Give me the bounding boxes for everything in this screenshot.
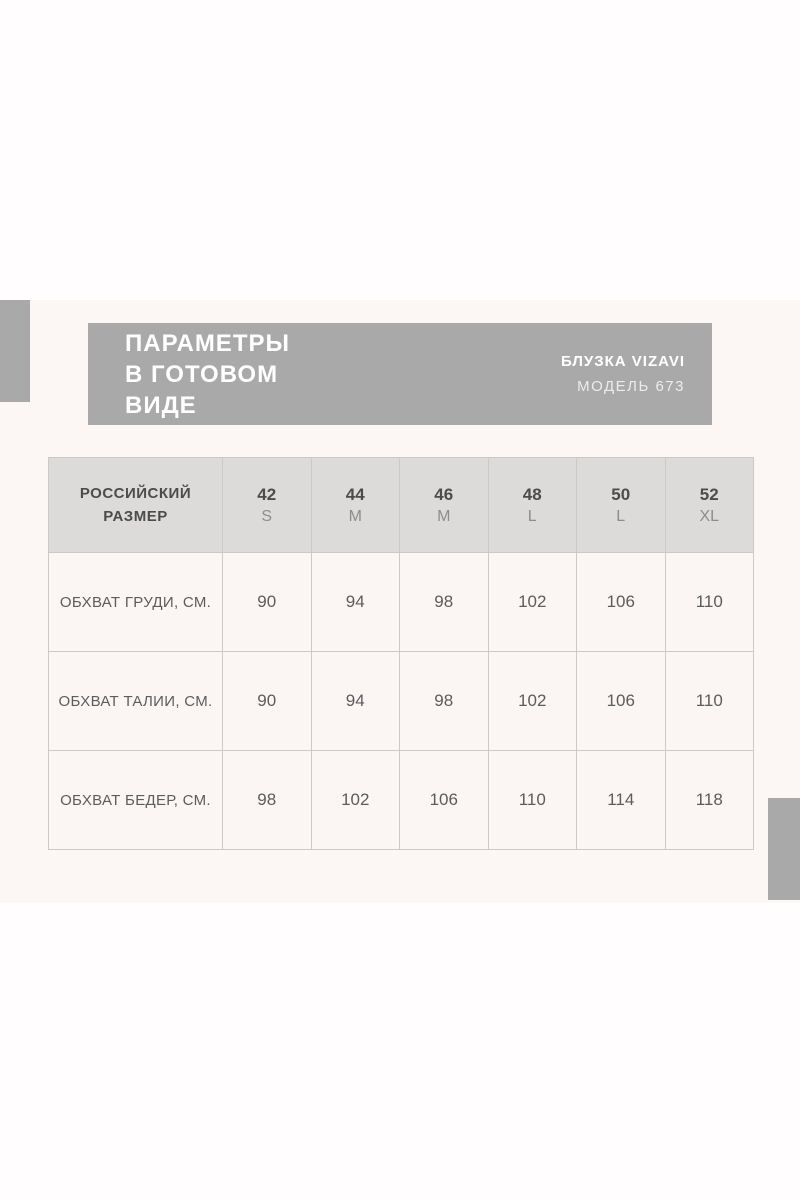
table-row-chest xyxy=(49,553,754,652)
waist-value-46: 98 xyxy=(400,652,489,751)
row-label-waist: ОБХВАТ ТАЛИИ, СМ. xyxy=(49,652,223,751)
chest-value-50: 106 xyxy=(577,553,666,652)
waist-value-48: 102 xyxy=(488,652,577,751)
size-table-header-row xyxy=(49,458,754,553)
header-cell-size-52 xyxy=(665,458,754,553)
size-intl-xl: XL xyxy=(699,508,720,525)
size-intl-l1: L xyxy=(527,508,537,525)
size-ru-46: 46 xyxy=(434,485,454,504)
size-intl-m2: M xyxy=(437,508,451,525)
russian-size-label-line-2: РАЗМЕР xyxy=(103,508,168,525)
header-cell-russian-size xyxy=(49,458,223,553)
right-accent-block xyxy=(768,798,800,900)
row-label-chest: ОБХВАТ ГРУДИ, СМ. xyxy=(49,553,223,652)
header-cell-size-50 xyxy=(577,458,666,553)
size-ru-48: 48 xyxy=(522,485,542,504)
header-cell-size-44 xyxy=(311,458,400,553)
left-accent-block xyxy=(0,300,30,402)
size-ru-42: 42 xyxy=(257,485,277,504)
product-name: БЛУЗКА VIZAVI xyxy=(560,353,685,370)
page-title-line-1: ПАРАМЕТРЫ xyxy=(125,329,290,357)
product-model: МОДЕЛЬ 673 xyxy=(577,378,685,395)
header-cell-size-42 xyxy=(223,458,312,553)
chest-value-52: 110 xyxy=(665,553,754,652)
hips-value-52: 118 xyxy=(665,751,754,850)
page-title xyxy=(125,328,290,421)
row-label-hips: ОБХВАТ БЕДЕР, СМ. xyxy=(49,751,223,850)
title-banner xyxy=(88,323,712,425)
waist-value-44: 94 xyxy=(311,652,400,751)
table-row-hips xyxy=(49,751,754,850)
hips-value-50: 114 xyxy=(577,751,666,850)
chest-value-48: 102 xyxy=(488,553,577,652)
size-table xyxy=(48,457,754,850)
chest-value-42: 90 xyxy=(223,553,312,652)
size-intl-m1: M xyxy=(348,508,362,525)
hips-value-42: 98 xyxy=(223,751,312,850)
page-title-line-3: ВИДЕ xyxy=(125,391,197,419)
waist-value-52: 110 xyxy=(665,652,754,751)
header-cell-size-46 xyxy=(400,458,489,553)
russian-size-label-line-1: РОССИЙСКИЙ xyxy=(79,485,192,502)
header-cell-size-48 xyxy=(488,458,577,553)
size-ru-52: 52 xyxy=(699,485,719,504)
size-ru-50: 50 xyxy=(611,485,631,504)
hips-value-44: 102 xyxy=(311,751,400,850)
chest-value-46: 98 xyxy=(400,553,489,652)
table-row-waist xyxy=(49,652,754,751)
size-intl-s: S xyxy=(261,508,273,525)
hips-value-48: 110 xyxy=(488,751,577,850)
chest-value-44: 94 xyxy=(311,553,400,652)
waist-value-42: 90 xyxy=(223,652,312,751)
size-ru-44: 44 xyxy=(345,485,365,504)
waist-value-50: 106 xyxy=(577,652,666,751)
product-info xyxy=(561,349,685,399)
page-title-line-2: В ГОТОВОМ xyxy=(125,360,279,388)
size-intl-l2: L xyxy=(616,508,626,525)
hips-value-46: 106 xyxy=(400,751,489,850)
